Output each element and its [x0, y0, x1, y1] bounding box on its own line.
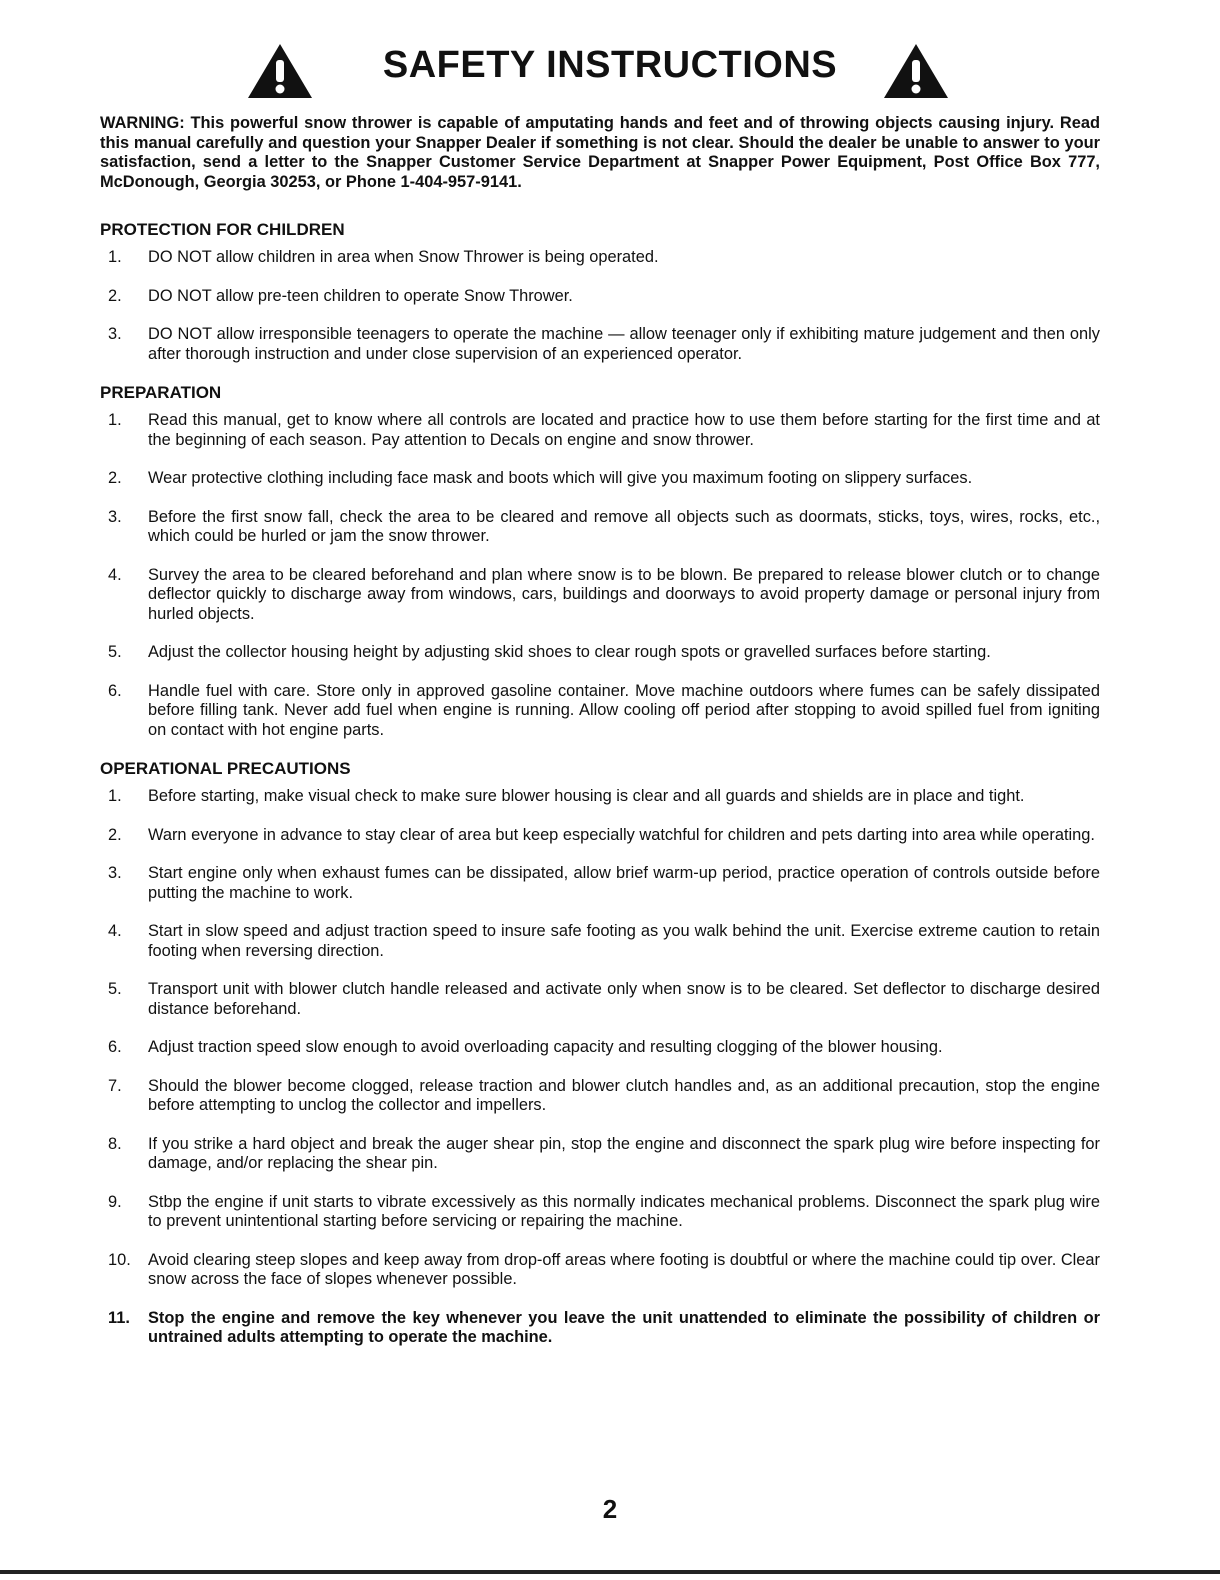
item-text: Warn everyone in advance to stay clear of area but keep especially watchful for children and pets darting into area while operating.: [148, 825, 1095, 844]
item-text: Should the blower become clogged, release traction and blower clutch handles and, as an additional precaution, stop the engine before attempting to unclog the collector and impellers.: [148, 1076, 1100, 1114]
list-item: [100, 826, 1100, 846]
page-header: [0, 38, 1220, 104]
item-number: 2.: [108, 825, 122, 844]
warning-paragraph: WARNING: This powerful snow thrower is capable of amputating hands and feet and of throwing objects causing injury. Read this manual carefully and question your Snapper Dealer if something is not clear. Should the dealer be unable to answer to your satisfaction, send a letter to the Snapper Customer Service Department at Snapper Power Equipment, Post Office Box 777, McDonough, Georgia 30253, or Phone 1-404-957-9141.: [100, 114, 1100, 191]
list-item: [100, 287, 1100, 307]
item-text: Wear protective clothing including face mask and boots which will give you maximum footing on slippery surfaces.: [148, 469, 973, 487]
item-number: 6.: [108, 1038, 122, 1056]
item-text: Read this manual, get to know where all controls are located and practice how to use them before starting for the first time and at the beginning of each season. Pay attention to Decals on engine and snow thrower.: [148, 411, 1100, 449]
instructions-body: [100, 220, 1100, 1367]
item-text: Stop the engine and remove the key whenever you leave the unit unattended to eliminate the possibility of children or untrained adults attempting to operate the machine.: [148, 1308, 1100, 1346]
list-item: [100, 325, 1100, 364]
item-number: 1.: [108, 787, 122, 805]
list-item: [100, 469, 1100, 489]
item-text: Avoid clearing steep slopes and keep away from drop-off areas where footing is doubtful or where the machine could tip over. Clear snow across the face of slopes whenever possible.: [148, 1250, 1100, 1288]
list-item: [100, 643, 1100, 663]
item-number: 1.: [108, 248, 122, 266]
list-item: [100, 1077, 1100, 1116]
item-number: 9.: [108, 1192, 122, 1211]
section-heading: OPERATIONAL PRECAUTIONS: [100, 759, 351, 778]
item-text: Adjust the collector housing height by adjusting skid shoes to clear rough spots or gravelled surfaces before starting.: [148, 643, 991, 661]
section-heading: PREPARATION: [100, 383, 222, 402]
item-number: 7.: [108, 1076, 122, 1095]
list-item: [100, 682, 1100, 741]
item-text: DO NOT allow pre-teen children to operate Snow Thrower.: [148, 286, 573, 305]
item-number: 3.: [108, 507, 122, 526]
item-number: 3.: [108, 325, 122, 343]
item-text: DO NOT allow children in area when Snow Thrower is being operated.: [148, 248, 659, 266]
list-item: [100, 248, 1100, 268]
item-text: Survey the area to be cleared beforehand and plan where snow is to be blown. Be prepared to release blower clutch or to change deflector quickly to discharge away from windows, cars, buildings and doorways to avoid property damage or personal injury from hurled objects.: [148, 565, 1100, 623]
item-number: 4.: [108, 565, 122, 584]
list-item: [100, 1193, 1100, 1232]
list-item: [100, 1038, 1100, 1058]
warning-triangle-icon: [246, 42, 314, 100]
item-text: Stbp the engine if unit starts to vibrate excessively as this normally indicates mechanical problems. Disconnect the spark plug wire to prevent unintentional starting before servicing or repairing the machine.: [148, 1192, 1100, 1230]
item-text: DO NOT allow irresponsible teenagers to operate the machine — allow teenager only if exhibiting mature judgement and then only after thorough instruction and under close supervision of an experienced operator.: [148, 325, 1100, 363]
section-heading: PROTECTION FOR CHILDREN: [100, 220, 345, 239]
item-text: Start in slow speed and adjust traction speed to insure safe footing as you walk behind the unit. Exercise extreme caution to retain footing when reversing direction.: [148, 922, 1100, 960]
item-text: Start engine only when exhaust fumes can be dissipated, allow brief warm-up period, practice operation of controls outside before putting the machine to work.: [148, 864, 1100, 902]
item-text: If you strike a hard object and break the auger shear pin, stop the engine and disconnect the spark plug wire before inspecting for damage, and/or replacing the shear pin.: [148, 1134, 1100, 1172]
section-protection-for-children: [100, 220, 1100, 364]
section-preparation: [100, 383, 1100, 740]
item-number: 11.: [108, 1308, 130, 1327]
page-number: 2: [602, 1494, 618, 1524]
list-item: [100, 508, 1100, 547]
list-item: [100, 864, 1100, 903]
item-number: 1.: [108, 411, 122, 429]
item-number: 8.: [108, 1134, 122, 1153]
list-item: [100, 566, 1100, 625]
item-number: 6.: [108, 681, 122, 700]
bottom-rule: [0, 1570, 1220, 1574]
item-number: 10.: [108, 1250, 131, 1269]
section-operational-precautions: [100, 759, 1100, 1348]
page-title: SAFETY INSTRUCTIONS: [382, 44, 838, 86]
list-item: [100, 1251, 1100, 1290]
item-text: Before the first snow fall, check the area to be cleared and remove all objects such as doormats, sticks, toys, wires, rocks, etc., which could be hurled or jam the snow thrower.: [148, 507, 1100, 545]
item-text: Handle fuel with care. Store only in approved gasoline container. Move machine outdoors where fumes can be safely dissipated before filling tank. Never add fuel when engine is running. Allow cooling off period after stopping to avoid spilled fuel from igniting on contact with hot engine parts.: [148, 681, 1100, 739]
item-number: 2.: [108, 286, 122, 305]
warning-triangle-icon: [882, 42, 950, 100]
item-text: Before starting, make visual check to make sure blower housing is clear and all guards and shields are in place and tight.: [148, 787, 1025, 805]
list-item: [100, 1309, 1100, 1348]
item-number: 3.: [108, 864, 122, 882]
item-text: Transport unit with blower clutch handle released and activate only when snow is to be cleared. Set deflector to discharge desired distance beforehand.: [148, 980, 1100, 1018]
list-item: [100, 980, 1100, 1019]
item-number: 4.: [108, 922, 122, 940]
item-number: 5.: [108, 980, 122, 998]
list-item: [100, 787, 1100, 807]
item-text: Adjust traction speed slow enough to avoid overloading capacity and resulting clogging of the blower housing.: [148, 1038, 943, 1056]
list-item: [100, 411, 1100, 450]
item-number: 2.: [108, 469, 122, 487]
list-item: [100, 1135, 1100, 1174]
item-number: 5.: [108, 643, 122, 661]
list-item: [100, 922, 1100, 961]
